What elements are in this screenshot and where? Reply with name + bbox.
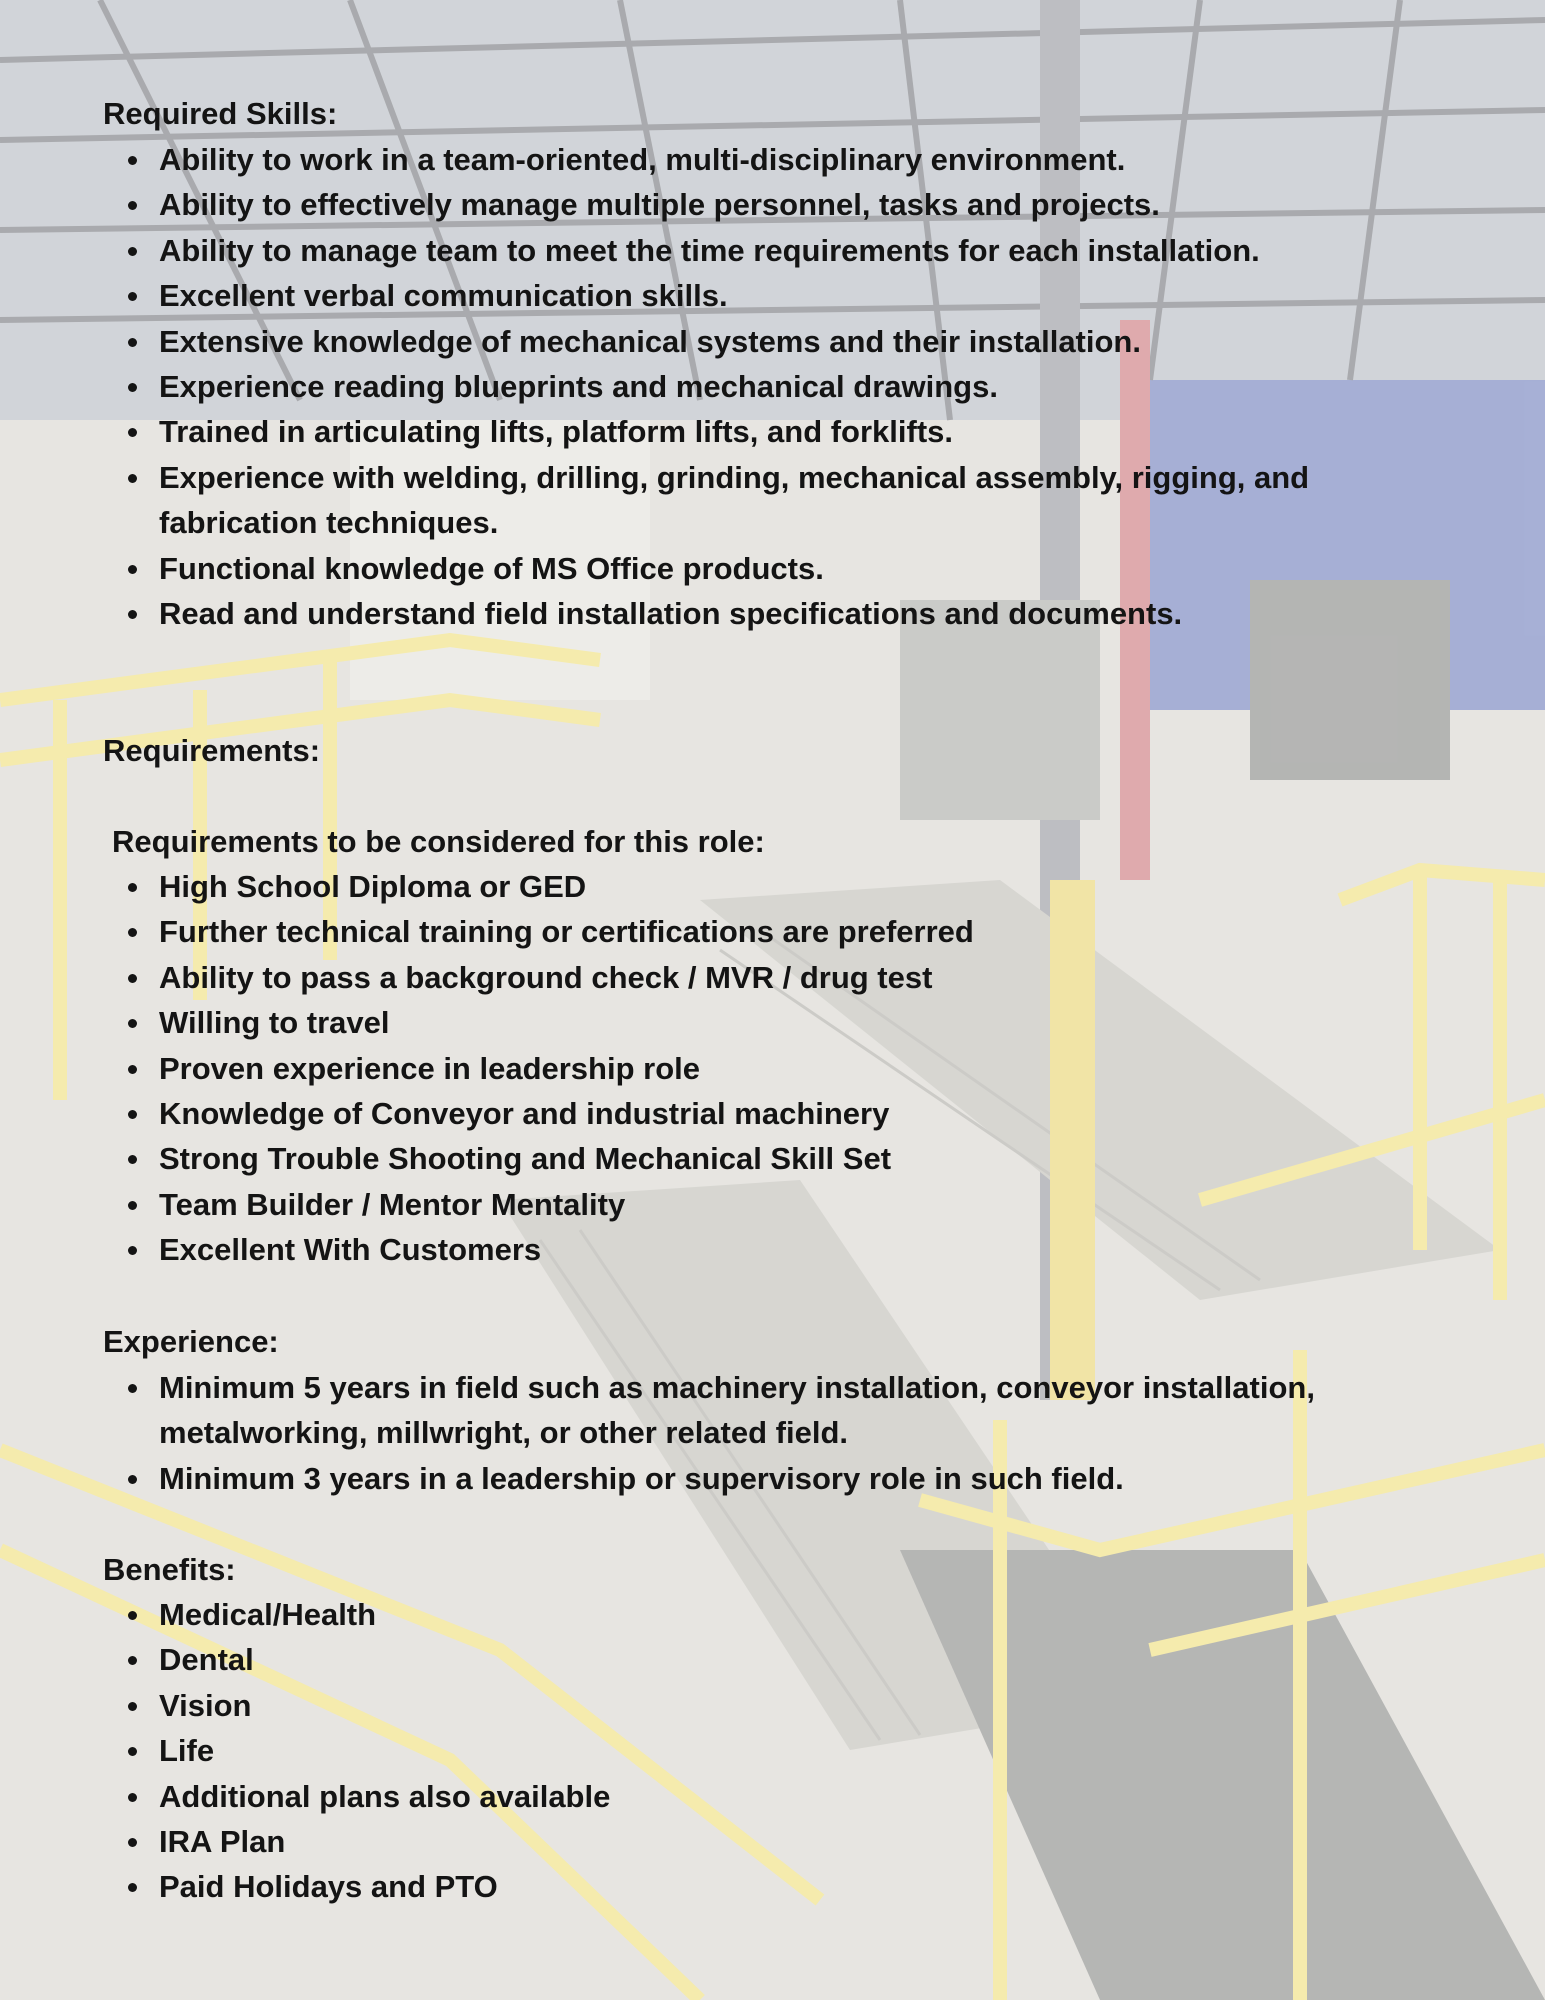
bullet-icon [128,974,137,983]
list-item-text: Functional knowledge of MS Office products. [159,550,824,586]
bullet-icon [128,292,137,301]
list-item [103,182,1433,227]
list-item [103,1456,1433,1501]
required-skills-list [103,137,1433,636]
list-item [103,1637,1433,1682]
bullet-icon [128,928,137,937]
bullet-icon [128,1110,137,1119]
list-item [103,1227,1433,1272]
list-item [103,1365,1433,1456]
list-item [103,955,1433,1000]
list-item-text: Life [159,1733,215,1769]
experience-list [103,1365,1433,1501]
bullet-icon [128,1656,137,1665]
list-item [103,137,1433,182]
list-item-text: Strong Trouble Shooting and Mechanical Skill Set [159,1141,892,1177]
list-item [103,1683,1433,1728]
list-item [103,1592,1433,1637]
requirements-subheading: Requirements to be considered for this role: [112,824,765,859]
list-item [103,364,1433,409]
required-skills-heading: Required Skills: [103,96,338,131]
list-item-text: Excellent verbal communication skills. [159,278,728,314]
list-item-text: Extensive knowledge of mechanical systems and their installation. [159,323,1141,359]
bullet-icon [128,474,137,483]
list-item [103,591,1433,636]
bullet-icon [128,565,137,574]
benefits-heading: Benefits: [103,1552,236,1587]
bullet-icon [128,1065,137,1074]
list-item-text: IRA Plan [159,1824,286,1860]
bullet-icon [128,1246,137,1255]
list-item-text: Proven experience in leadership role [159,1050,701,1086]
bullet-icon [128,428,137,437]
bullet-icon [128,1838,137,1847]
list-item [103,273,1433,318]
experience-heading: Experience: [103,1324,279,1359]
list-item [103,1864,1433,1909]
list-item-text: Willing to travel [159,1005,390,1041]
bullet-icon [128,1747,137,1756]
list-item-text: Ability to pass a background check / MVR / drug test [159,959,933,995]
list-item [103,546,1433,591]
list-item-text: Minimum 3 years in a leadership or supervisory role in such field. [159,1460,1124,1496]
list-item [103,1091,1433,1136]
requirements-heading: Requirements: [103,733,321,768]
bullet-icon [128,1384,137,1393]
bullet-icon [128,1019,137,1028]
list-item-text: Paid Holidays and PTO [159,1869,498,1905]
bullet-icon [128,201,137,210]
list-item-text: Ability to work in a team-oriented, multi-disciplinary environment. [159,142,1126,177]
requirements-list [103,864,1433,1273]
list-item-text: Ability to effectively manage multiple personnel, tasks and projects. [159,187,1160,223]
list-item [103,319,1433,364]
list-item-text: Trained in articulating lifts, platform lifts, and forklifts. [159,414,954,450]
list-item [103,909,1433,954]
bullet-icon [128,247,137,256]
list-item-text: Knowledge of Conveyor and industrial machinery [159,1096,890,1132]
list-item [103,1136,1433,1181]
list-item [103,1774,1433,1819]
list-item [103,1728,1433,1773]
bullet-icon [128,1611,137,1620]
list-item-text: Team Builder / Mentor Mentality [159,1186,626,1222]
list-item [103,1819,1433,1864]
bullet-icon [128,1793,137,1802]
bullet-icon [128,383,137,392]
list-item-text: High School Diploma or GED [159,869,587,904]
bullet-icon [128,610,137,619]
bullet-icon [128,1475,137,1484]
bullet-icon [128,156,137,165]
bullet-icon [128,1155,137,1164]
list-item-text: Medical/Health [159,1597,377,1632]
list-item-text: Additional plans also available [159,1778,611,1814]
list-item [103,455,1433,546]
benefits-list [103,1592,1433,1910]
list-item-text: Excellent With Customers [159,1232,542,1268]
list-item-text: Experience with welding, drilling, grinding, mechanical assembly, rigging, and fabrication techniques. [159,459,1310,541]
list-item-text: Dental [159,1642,254,1678]
bullet-icon [128,1702,137,1711]
list-item-text: Minimum 5 years in field such as machinery installation, conveyor installation, metalworking, millwright, or other related field. [159,1370,1315,1451]
list-item-text: Read and understand field installation specifications and documents. [159,596,1183,632]
list-item-text: Further technical training or certifications are preferred [159,914,974,950]
list-item [103,1046,1433,1091]
bullet-icon [128,883,137,892]
list-item [103,864,1433,909]
list-item-text: Vision [159,1687,252,1723]
list-item [103,1000,1433,1045]
list-item-text: Ability to manage team to meet the time requirements for each installation. [159,232,1260,268]
list-item [103,228,1433,273]
list-item [103,409,1433,454]
list-item [103,1182,1433,1227]
bullet-icon [128,338,137,347]
bullet-icon [128,1883,137,1892]
list-item-text: Experience reading blueprints and mechanical drawings. [159,369,998,405]
bullet-icon [128,1201,137,1210]
